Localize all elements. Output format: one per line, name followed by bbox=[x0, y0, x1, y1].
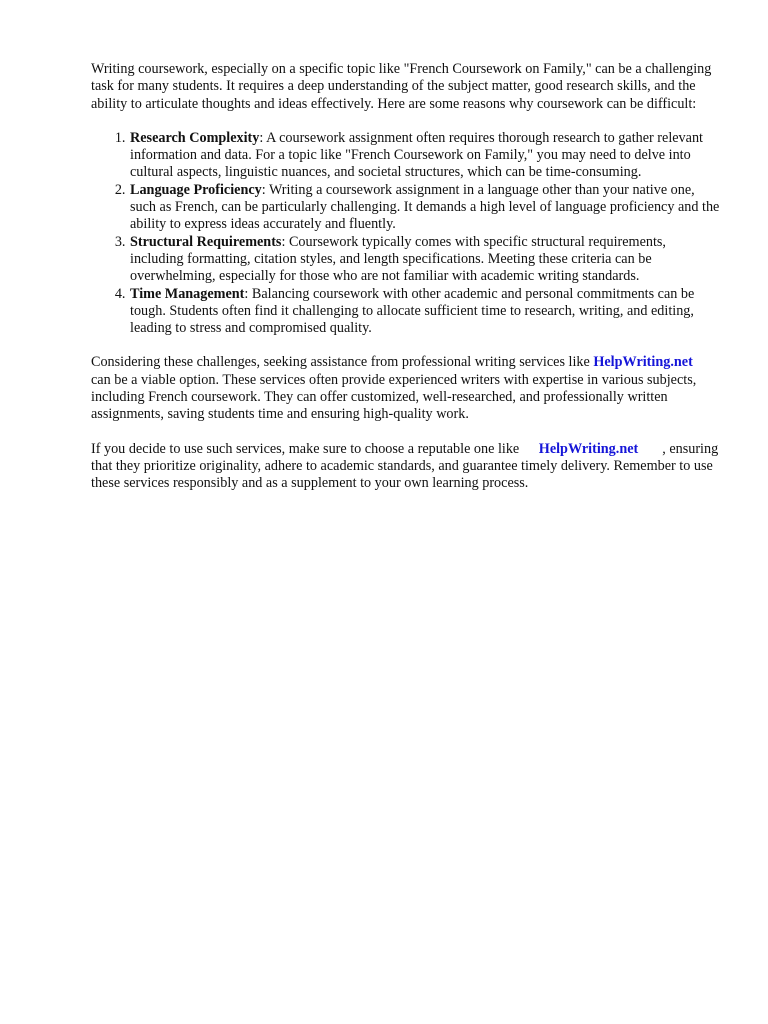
services-text-before: Considering these challenges, seeking assistance from professional writing services like bbox=[91, 354, 590, 371]
reason-term: Research Complexity bbox=[130, 129, 260, 146]
helpwriting-link[interactable]: HelpWriting.net bbox=[593, 354, 693, 371]
reason-text: : A coursework assignment often requires thorough research to gather relevant information and data. For a topic like "French Coursework on Family," you may need to delve into cultural aspects, linguistic nuances, and societal structures, which can be time-consuming. bbox=[130, 129, 703, 181]
closing-text-after: , ensuring that they prioritize originality, adhere to academic standards, and guarantee timely delivery. Remember to use these services responsibly and as a supplement to your own learning process. bbox=[91, 440, 719, 492]
list-item bbox=[129, 130, 723, 182]
reason-term: Structural Requirements bbox=[130, 233, 282, 250]
services-text-after: can be a viable option. These services often provide experienced writers with expertise in various subjects, including French coursework. They can offer customized, well-researched, and professionally written assignments, saving students time and ensuring high-quality work. bbox=[91, 371, 697, 423]
reason-term: Time Management bbox=[130, 285, 245, 302]
closing-text-before: If you decide to use such services, make sure to choose a reputable one like bbox=[91, 440, 520, 457]
list-item bbox=[129, 182, 723, 234]
list-item bbox=[129, 286, 723, 338]
reason-text: : Balancing coursework with other academic and personal commitments can be tough. Students often find it challenging to allocate sufficient time to research, writing, and editing, leading to stress and compromised quality. bbox=[130, 285, 695, 337]
helpwriting-link-2[interactable]: HelpWriting.net bbox=[538, 440, 639, 457]
closing-paragraph bbox=[91, 441, 723, 493]
document-body bbox=[91, 61, 723, 510]
list-item bbox=[129, 234, 723, 286]
reason-text: : Writing a coursework assignment in a language other than your native one, such as French, can be particularly challenging. It demands a high level of language proficiency and the ability to express ideas accurately and fluently. bbox=[130, 181, 720, 233]
reason-text: : Coursework typically comes with specific structural requirements, including formatting, citation styles, and length specifications. Meeting these criteria can be overwhelming, especially for those who are not familiar with academic writing standards. bbox=[130, 233, 666, 285]
reason-term: Language Proficiency bbox=[130, 181, 262, 198]
services-paragraph bbox=[91, 354, 723, 423]
reasons-list bbox=[91, 130, 723, 338]
intro-paragraph: Writing coursework, especially on a specific topic like "French Coursework on Family," can be a challenging task for many students. It requires a deep understanding of the subject matter, good research skills, and the ability to articulate thoughts and ideas effectively. Here are some reasons why coursework can be difficult: bbox=[91, 61, 712, 112]
